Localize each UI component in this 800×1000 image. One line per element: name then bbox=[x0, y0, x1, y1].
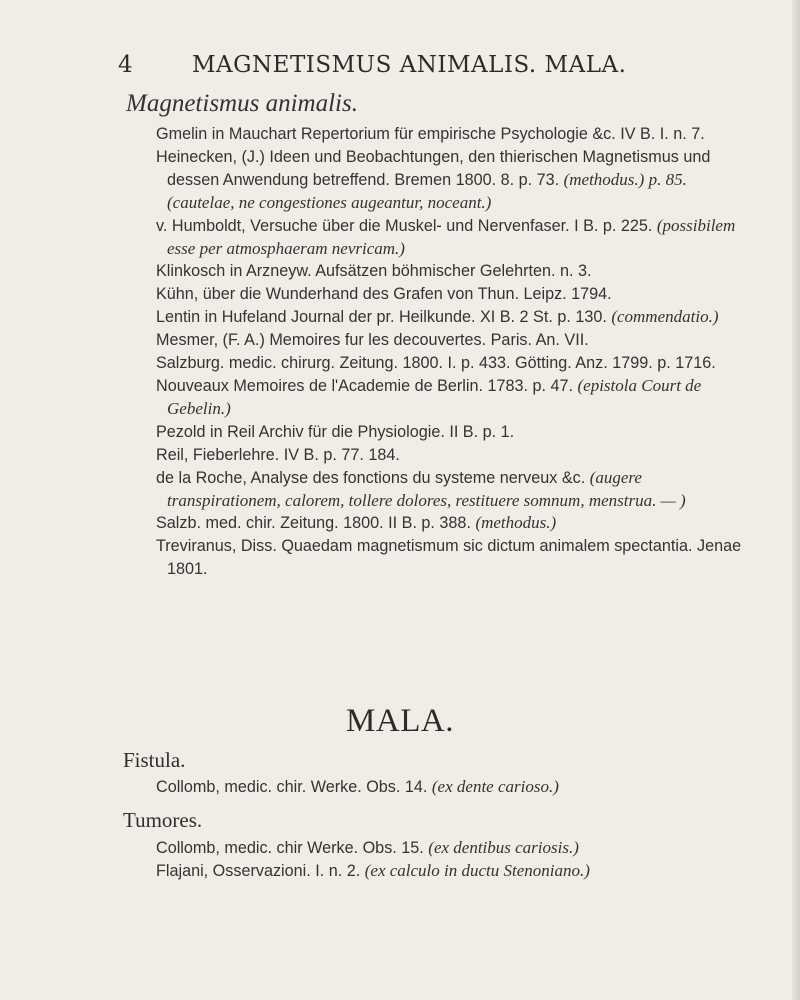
bibliography-entry: Salzb. med. chir. Zeitung. 1800. II B. p. 388. (methodus.) bbox=[156, 513, 557, 533]
tumores-heading: Tumores. bbox=[123, 808, 203, 832]
bibliography-entry: Treviranus, Diss. Quaedam magnetismum sic dictum animalem spectantia. Jenae 1801. bbox=[156, 537, 742, 579]
running-head bbox=[118, 52, 638, 78]
mala-heading: MALA. bbox=[346, 703, 454, 739]
bibliography-entry: Lentin in Hufeland Journal der pr. Heilkunde. XI B. 2 St. p. 130. (commendatio.) bbox=[156, 307, 719, 327]
section-title: Magnetismus animalis. bbox=[126, 90, 358, 117]
tumores-list bbox=[156, 837, 756, 883]
bibliography-entry: Pezold in Reil Archiv für die Physiologie. II B. p. 1. bbox=[156, 422, 515, 441]
fistula-heading: Fistula. bbox=[123, 748, 186, 772]
bibliography-list bbox=[156, 123, 756, 581]
bibliography-entry: Reil, Fieberlehre. IV B. p. 77. 184. bbox=[156, 445, 400, 464]
bibliography-entry: v. Humboldt, Versuche über die Muskel- und Nervenfaser. I B. p. 225. (possibilem esse per atmosphaeram nevricam.) bbox=[156, 215, 736, 258]
bibliography-entry: Klinkosch in Arzneyw. Aufsätzen böhmischer Gelehrten. n. 3. bbox=[156, 262, 592, 281]
page-edge bbox=[792, 0, 800, 1000]
bibliography-entry: Heinecken, (J.) Ideen und Beobachtungen, den thierischen Magnetismus und dessen Anwendung betreffend. Bremen 1800. 8. p. 73. (methodus.) p. 85. (cautelae, ne congestiones augeantur, noceant.) bbox=[156, 147, 711, 212]
bibliography-entry: Gmelin in Mauchart Repertorium für empirische Psychologie &c. IV B. I. n. 7. bbox=[156, 125, 705, 143]
fistula-list bbox=[156, 776, 756, 799]
running-title: MAGNETISMUS ANIMALIS. MALA. bbox=[192, 52, 627, 78]
bibliography-entry: Collomb, medic. chir. Werke. Obs. 14. (ex dente carioso.) bbox=[156, 777, 559, 796]
bibliography-entry: Collomb, medic. chir Werke. Obs. 15. (ex dentibus cariosis.) bbox=[156, 838, 579, 857]
bibliography-entry: Salzburg. medic. chirurg. Zeitung. 1800. I. p. 433. Götting. Anz. 1799. p. 1716. bbox=[156, 354, 716, 373]
bibliography-entry: de la Roche, Analyse des fonctions du systeme nerveux &c. (augere transpirationem, calorem, tollere dolores, restituere somnum, menstrua. — ) bbox=[156, 467, 686, 510]
bibliography-entry: Kühn, über die Wunderhand des Grafen von Thun. Leipz. 1794. bbox=[156, 285, 612, 304]
page-number: 4 bbox=[118, 52, 134, 78]
bibliography-entry: Nouveaux Memoires de l'Academie de Berlin. 1783. p. 47. (epistola Court de Gebelin.) bbox=[156, 375, 702, 418]
bibliography-entry: Flajani, Osservazioni. I. n. 2. (ex calculo in ductu Stenoniano.) bbox=[156, 860, 590, 880]
bibliography-entry: Mesmer, (F. A.) Memoires fur les decouvertes. Paris. An. VII. bbox=[156, 331, 589, 350]
